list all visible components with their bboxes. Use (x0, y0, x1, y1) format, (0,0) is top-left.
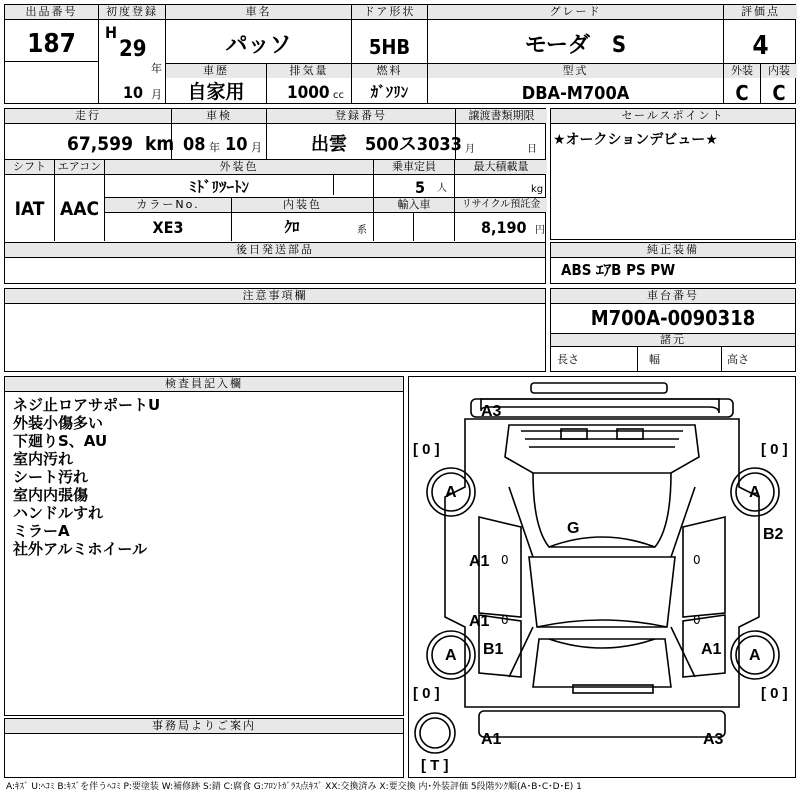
mark-a1-left-1: A1 (469, 553, 490, 570)
mark-g-windshield: G (567, 520, 580, 537)
model-value: DBA-M700A (521, 83, 630, 104)
registration-month: 10 (123, 83, 144, 102)
interior-grade-label: 内装 (761, 64, 797, 78)
grade-value: モーダ S (524, 33, 627, 58)
interior-color-unit: 系 (357, 225, 367, 236)
registration-month-unit: 月 (151, 88, 162, 101)
interior-color: ｸﾛ (284, 218, 300, 236)
recycle-unit: 円 (535, 225, 545, 236)
chassis-label: 車台番号 (551, 289, 795, 303)
inspection-label: 車検 (172, 109, 266, 123)
capacity-label: 乗車定員 (374, 160, 454, 174)
tread-front-left: [ 0 ] (413, 441, 440, 458)
transfer-label: 譲渡書類期限 (456, 109, 547, 123)
spec-length: 長さ (557, 353, 579, 366)
inspector-line: 室内汚れ (13, 450, 74, 468)
lot-label: 出品番号 (5, 5, 98, 19)
plate-number: 出雲 500ス3033 (311, 134, 462, 155)
spare-tire-mark: [ T ] (421, 757, 449, 774)
recycle-value: 8,190 (481, 218, 527, 237)
registration-year-unit: 年 (151, 62, 162, 75)
shift-label: シフト (5, 160, 54, 174)
caution-block (4, 288, 546, 372)
color-label: 外装色 (105, 160, 373, 174)
registration-label: 初度登録 (99, 5, 165, 19)
inspector-line: ミラーA (13, 522, 70, 540)
registration-era: H (105, 23, 118, 42)
vehicle-detail-block (4, 108, 546, 284)
color-number-label: カラーNo. (105, 198, 231, 212)
spec-height: 高さ (727, 353, 749, 366)
exterior-grade: C (735, 81, 749, 105)
plate-label: 登録番号 (267, 109, 455, 123)
score-label: 評価点 (724, 5, 797, 19)
tread-front-right: [ 0 ] (761, 441, 788, 458)
capacity-unit: 人 (437, 183, 447, 194)
tire-front-left-grade: A (445, 484, 457, 501)
chassis-number: M700A-0090318 (590, 306, 756, 330)
color-value: ﾐﾄﾞﾘﾂｰﾄﾝ (188, 178, 249, 196)
tire-front-right-grade: A (749, 484, 761, 501)
recycle-label: リサイクル預託金 (455, 198, 547, 212)
tire-rear-left-grade: A (445, 647, 457, 664)
top-block (4, 4, 796, 104)
mark-a1-rear-left: A1 (481, 731, 502, 748)
legend-text: A:ｷｽﾞ U:ﾍｺﾐ B:ｷｽﾞを伴うﾍｺﾐ P:要塗装 W:補修跡 S:錆 C:腐食 G:ﾌﾛﾝﾄｶﾞﾗｽ点ｷｽﾞ XX:交換済み X:要交換 内･外装評価 5段階ﾗﾝｸ順(A･B･C･D･E) 1 (6, 782, 582, 792)
grade-label: グレード (428, 5, 723, 19)
inspector-block (4, 376, 404, 716)
sales-point-block (550, 108, 796, 240)
equipment-text: ABS ｴｱB PS PW (561, 261, 676, 279)
fuel-value: ｶﾞｿﾘﾝ (370, 83, 409, 101)
inspector-line: 外装小傷多い (13, 414, 104, 432)
mark-b1-left: B1 (483, 641, 504, 658)
zero-mark: 0 (693, 553, 701, 567)
inspection-month: 10 (225, 134, 248, 155)
door-label: ドア形状 (352, 5, 427, 19)
tire-rear-right-grade: A (749, 647, 761, 664)
mileage-unit: km (145, 133, 175, 155)
car-name: パッソ (225, 33, 292, 58)
tread-rear-right: [ 0 ] (761, 685, 788, 702)
color-number: XE3 (152, 218, 184, 237)
lot-number: 187 (27, 29, 76, 59)
displacement-label: 排気量 (267, 64, 351, 78)
sales-point-label: セールスポイント (551, 109, 795, 123)
car-outline-diagram (409, 377, 795, 777)
shift-value: IAT (14, 198, 45, 220)
zero-mark: 0 (501, 613, 509, 627)
door-type: 5HB (368, 35, 411, 59)
transfer-month: 月 (465, 144, 475, 155)
damage-diagram (408, 376, 796, 778)
transfer-day: 日 (527, 144, 537, 155)
equipment-label: 純正装備 (551, 243, 795, 257)
score-value: 4 (752, 31, 769, 61)
spec-width: 幅 (649, 353, 660, 366)
zero-mark: 0 (501, 553, 509, 567)
mark-a1-right: A1 (701, 641, 722, 658)
inspection-year: 08 (183, 134, 206, 155)
car-name-label: 車名 (166, 5, 351, 19)
later-parts-label: 後日発送部品 (5, 243, 545, 257)
load-unit: kg (531, 184, 544, 195)
equipment-block (550, 242, 796, 284)
office-label: 事務局よりご案内 (5, 719, 403, 733)
history-label: 車歴 (166, 64, 266, 78)
spec-label: 諸元 (551, 334, 795, 346)
inspector-line: ネジ止ロアサポートU (13, 396, 161, 414)
inspector-line: ハンドルすれ (13, 504, 104, 522)
exterior-grade-label: 外装 (724, 64, 760, 78)
office-block (4, 718, 404, 778)
inspection-month-unit: 月 (251, 141, 262, 154)
fuel-label: 燃料 (352, 64, 427, 78)
model-label: 型式 (428, 64, 723, 78)
history-value: 自家用 (187, 81, 245, 103)
mark-a3-front-left: A3 (481, 403, 502, 420)
import-label: 輸入車 (374, 198, 454, 212)
mileage-label: 走行 (5, 109, 171, 123)
displacement-value: 1000 (287, 83, 330, 103)
inspector-line: 下廻りS、AU (13, 432, 108, 450)
mark-b2-right: B2 (763, 526, 784, 543)
registration-year: 29 (119, 37, 147, 62)
zero-mark: 0 (693, 613, 701, 627)
displacement-unit: cc (333, 90, 344, 101)
inspector-line: 室内内張傷 (13, 486, 89, 504)
aircon-label: エアコン (55, 160, 104, 174)
tread-rear-left: [ 0 ] (413, 685, 440, 702)
aircon-value: AAC (59, 198, 99, 220)
caution-label: 注意事項欄 (5, 289, 545, 303)
inspection-year-unit: 年 (209, 141, 220, 154)
sales-point-text: ★オークションデビュー★ (553, 132, 718, 148)
inspector-line: シート汚れ (13, 468, 89, 486)
interior-color-label: 内装色 (232, 198, 373, 212)
mark-a3-rear-right: A3 (703, 731, 724, 748)
interior-grade: C (772, 81, 786, 105)
mileage-value: 67,599 (67, 133, 133, 155)
chassis-block (550, 288, 796, 372)
mark-a1-left-2: A1 (469, 613, 490, 630)
load-label: 最大積載量 (455, 160, 547, 174)
capacity-value: 5 (415, 178, 426, 197)
inspector-label: 検査員記入欄 (5, 377, 403, 391)
inspector-line: 社外アルミホイール (13, 540, 148, 558)
